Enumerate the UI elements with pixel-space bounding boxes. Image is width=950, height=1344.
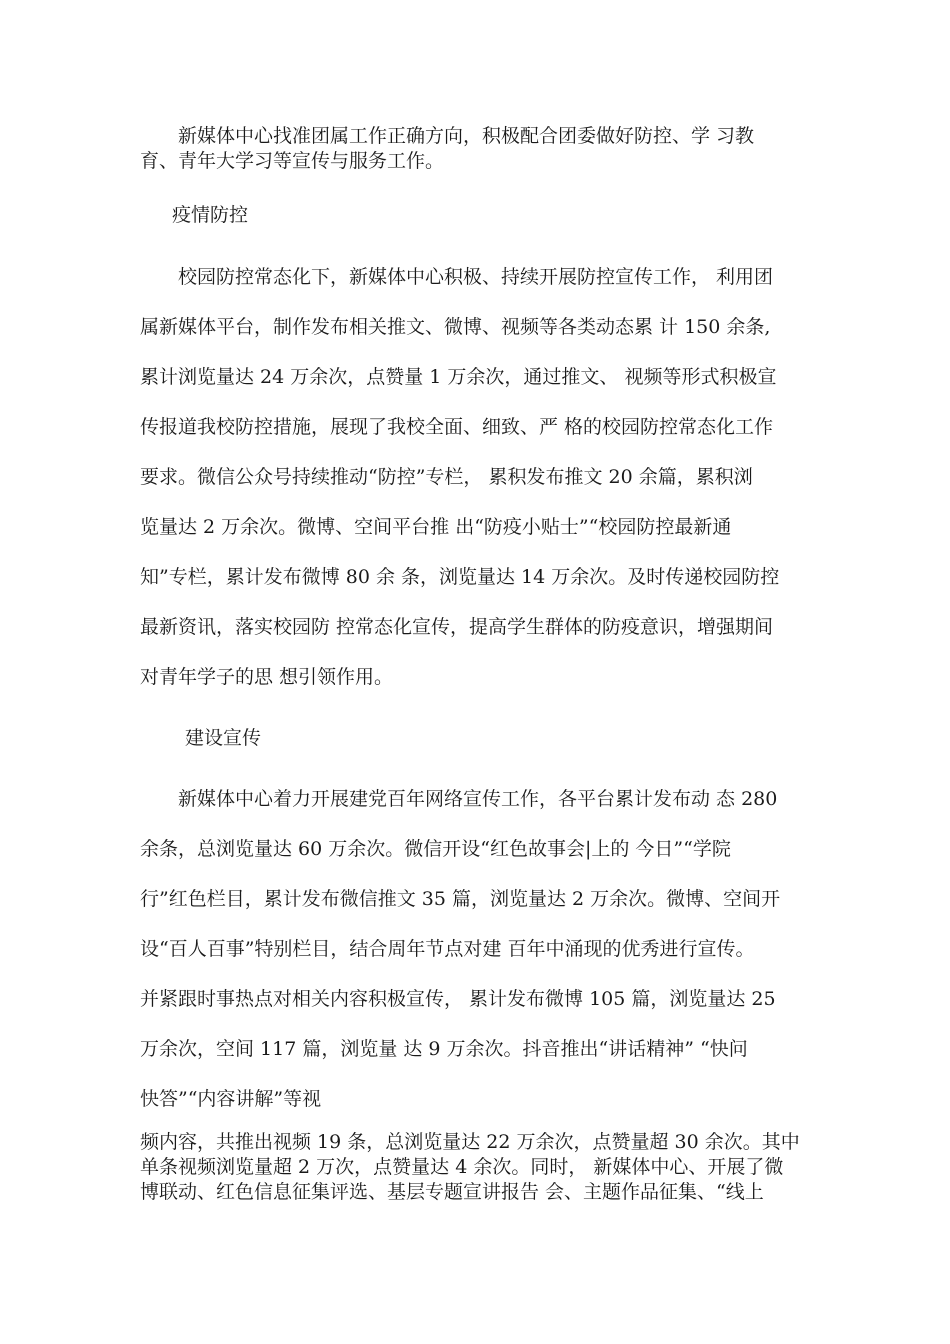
text-line: 要求。微信公众号持续推动“防控”专栏， 累积发布推文 20 余篇，累积浏 [140, 466, 753, 488]
text-line: 快答”“内容讲解”等视 [140, 1088, 322, 1110]
text-line: 单条视频浏览量超 2 万次，点赞量达 4 余次。同时， 新媒体中心、开展了微 [140, 1156, 784, 1178]
text-line: 知”专栏，累计发布微博 80 余 条，浏览量达 14 万余次。及时传递校园防控 [140, 566, 780, 588]
text-line: 校园防控常态化下，新媒体中心积极、持续开展防控宣传工作， 利用团 [140, 266, 774, 288]
text-line: 最新资讯，落实校园防 控常态化宣传，提高学生群体的防疫意识，增强期间 [140, 616, 774, 638]
text-line: 频内容，共推出视频 19 条，总浏览量达 22 万余次，点赞量超 30 余次。其中 [140, 1131, 800, 1153]
text-line: 博联动、红色信息征集评选、基层专题宣讲报告 会、主题作品征集、“线上 [140, 1181, 764, 1203]
section-heading-epidemic-prevention: 疫情防控 [172, 204, 249, 226]
text-line: 育、青年大学习等宣传与服务工作。 [140, 150, 445, 172]
text-line: 并紧跟时事热点对相关内容积极宣传， 累计发布微博 105 篇，浏览量达 25 [140, 988, 776, 1010]
text-line: 累计浏览量达 24 万余次，点赞量 1 万余次，通过推文、 视频等形式积极宣 [140, 366, 777, 388]
text-line: 余条，总浏览量达 60 万余次。微信开设“红色故事会|上的 今日”“学院 [140, 838, 731, 860]
text-line: 览量达 2 万余次。微博、空间平台推 出“防疫小贴士”“校园防控最新通 [140, 516, 732, 538]
text-line: 传报道我校防控措施，展现了我校全面、细致、严 格的校园防控常态化工作 [140, 416, 774, 438]
construction-publicity-paragraph [140, 774, 830, 1124]
section-heading-construction-publicity: 建设宣传 [185, 727, 262, 749]
text-line: 属新媒体平台，制作发布相关推文、微博、视频等各类动态累 计 150 余条, [140, 316, 771, 338]
epidemic-prevention-paragraph [140, 252, 830, 702]
text-line: 对青年学子的思 想引领作用。 [140, 666, 394, 688]
text-line: 新媒体中心着力开展建党百年网络宣传工作，各平台累计发布动 态 280 [140, 788, 778, 810]
text-line: 设“百人百事”特别栏目，结合周年节点对建 百年中涌现的优秀进行宣传。 [140, 938, 755, 960]
text-line: 行”红色栏目，累计发布微信推文 35 篇，浏览量达 2 万余次。微博、空间开 [140, 888, 781, 910]
intro-paragraph [140, 124, 830, 174]
text-line: 新媒体中心找准团属工作正确方向，积极配合团委做好防控、学 习教 [140, 125, 755, 147]
construction-publicity-continuation [140, 1130, 830, 1205]
text-line: 万余次，空间 117 篇，浏览量 达 9 万余次。抖音推出“讲话精神” “快问 [140, 1038, 748, 1060]
